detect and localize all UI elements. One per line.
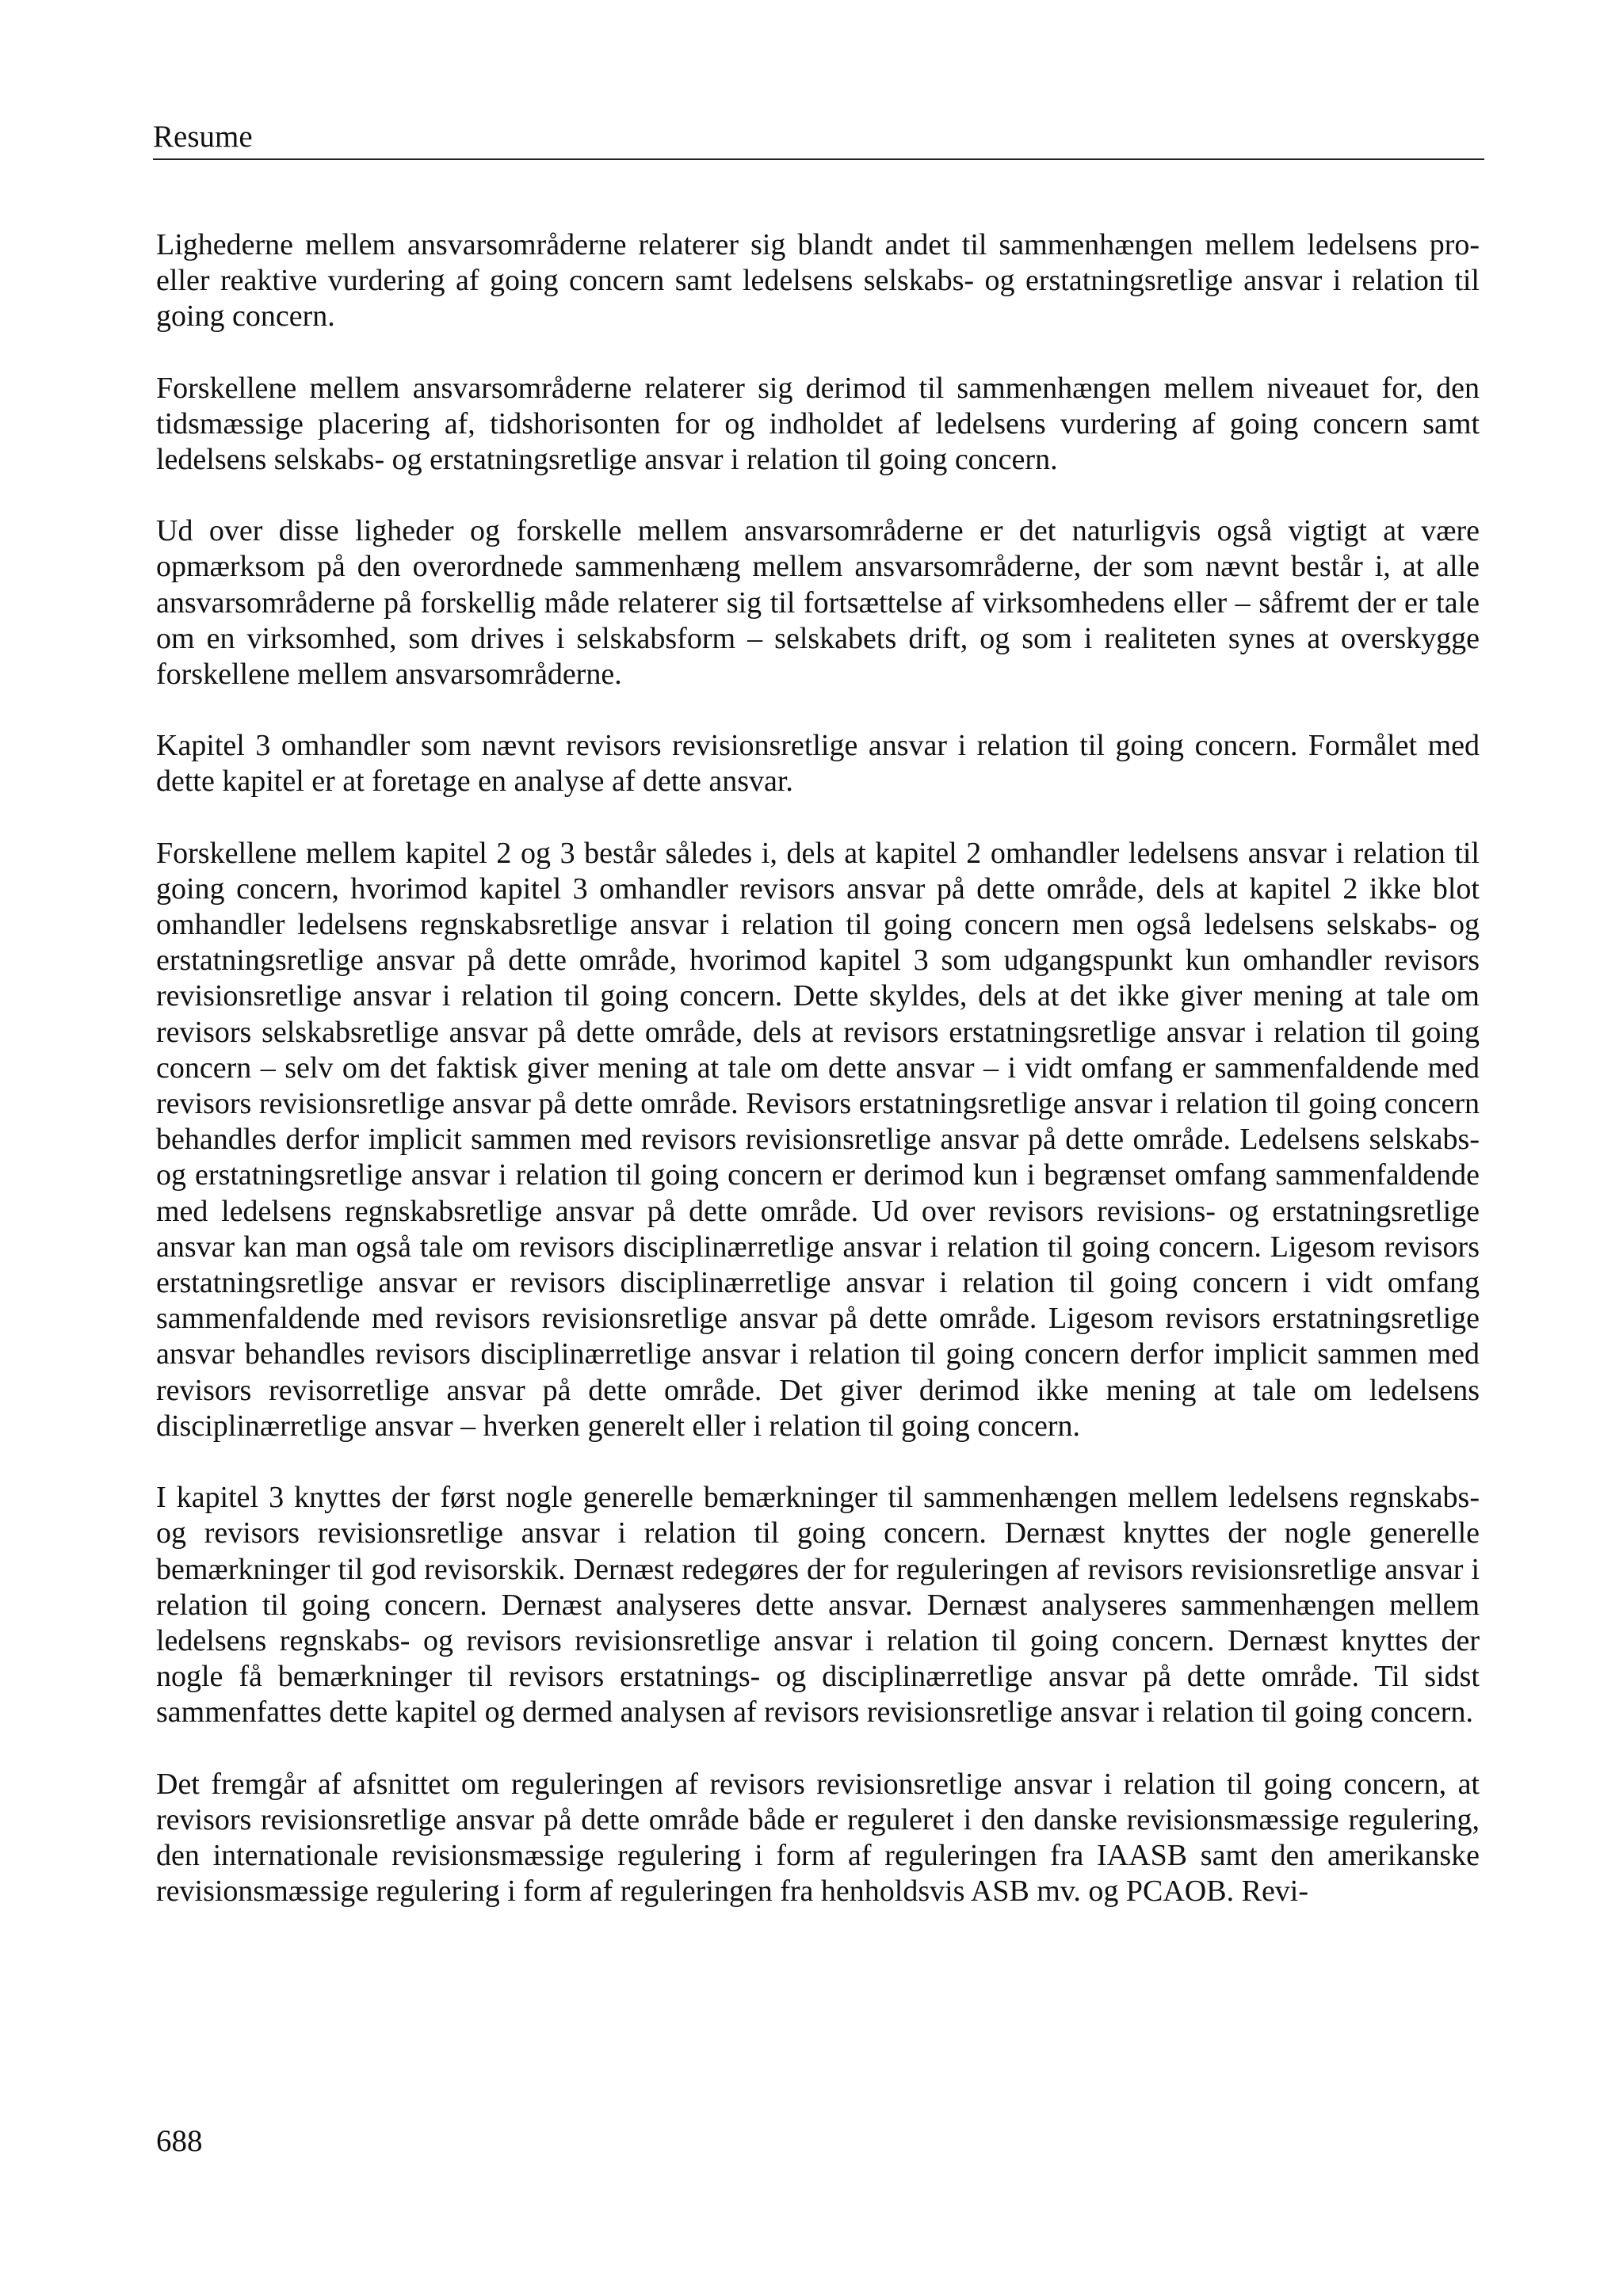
paragraph: I kapitel 3 knyttes der først nogle generelle bemærkninger til sammenhængen mellem ledelsens regnskabs- og revisors revisionsretlige ansvar i relation til going concern. Dernæst knyttes der nogle generelle bemærkninger til god revisorskik. Dernæst redegøres der for reguleringen af revisors revisionsretlige ansvar i relation til going concern. Dernæst analyseres dette ansvar. Dernæst analyseres sammenhængen mellem ledelsens regnskabs- og revisors revisionsretlige ansvar i relation til going concern. Dernæst knyttes der nogle få bemærkninger til revisors erstatnings- og disciplinærretlige ansvar på dette område. Til sidst sammenfattes dette kapitel og dermed analysen af revisors revisionsretlige ansvar i relation til going concern.: [156, 1481, 1480, 1730]
paragraph: Lighederne mellem ansvarsområderne relaterer sig blandt andet til sammenhængen mellem ledelsens pro- eller reaktive vurdering af going concern samt ledelsens selskabs- og erstatningsretlige ansvar i relation til going concern.: [156, 228, 1480, 334]
running-head: [153, 117, 1484, 160]
paragraph: Forskellene mellem ansvarsområderne relaterer sig derimod til sammenhængen mellem niveauet for, den tidsmæssige placering af, tidshorisonten for og indholdet af ledelsens vurdering af going concern samt ledelsens selskabs- og erstatningsretlige ansvar i relation til going concern.: [156, 371, 1480, 477]
paragraph: Forskellene mellem kapitel 2 og 3 består således i, dels at kapitel 2 omhandler ledelsens ansvar i relation til going concern, hvorimod kapitel 3 omhandler revisors ansvar på dette område, dels at kapitel 2 ikke blot omhandler ledelsens regnskabsretlige ansvar i relation til going concern men også ledelsens selskabs- og erstatningsretlige ansvar på dette område, hvorimod kapitel 3 som udgangspunkt kun omhandler revisors revisionsretlige ansvar i relation til going concern. Dette skyldes, dels at det ikke giver mening at tale om revisors selskabsretlige ansvar på dette område, dels at revisors erstatningsretlige ansvar i relation til going concern – selv om det faktisk giver mening at tale om dette ansvar – i vidt omfang er sammenfaldende med revisors revisionsretlige ansvar på dette område. Revisors erstatningsretlige ansvar i relation til going concern behandles derfor implicit sammen med revisors revisionsretlige ansvar på dette område. Ledelsens selskabs- og erstatningsretlige ansvar i relation til going concern er derimod kun i begrænset omfang sammenfaldende med ledelsens regnskabsretlige ansvar på dette område. Ud over revisors revisions- og erstatningsretlige ansvar kan man også tale om revisors disciplinærretlige ansvar i relation til going concern. Ligesom revisors erstatningsretlige ansvar er revisors disciplinærretlige ansvar i relation til going concern i vidt omfang sammenfaldende med revisors revisionsretlige ansvar på dette område. Ligesom revisors erstatningsretlige ansvar behandles revisors disciplinærretlige ansvar i relation til going concern derfor implicit sammen med revisors revisorretlige ansvar på dette område. Det giver derimod ikke mening at tale om ledelsens disciplinærretlige ansvar – hverken generelt eller i relation til going concern.: [156, 836, 1480, 1443]
page-number: 688: [156, 2124, 203, 2158]
paragraph: Det fremgår af afsnittet om reguleringen af revisors revisionsretlige ansvar i relation til going concern, at revisors revisionsretlige ansvar på dette område både er reguleret i den danske revisionsmæssige regulering, den internationale revisionsmæssige regulering i form af reguleringen fra IAASB samt den amerikanske revisionsmæssige regulering i form af reguleringen fra henholdsvis ASB mv. og PCAOB. Revi-: [156, 1767, 1480, 1909]
paragraph: Ud over disse ligheder og forskelle mellem ansvarsområderne er det naturligvis også vigtigt at være opmærksom på den overordnede sammenhæng mellem ansvarsområderne, der som nævnt består i, at alle ansvarsområderne på forskellig måde relaterer sig til fortsættelse af virksomhedens eller – såfremt der er tale om en virksomhed, som drives i selskabsform – selskabets drift, og som i realiteten synes at overskygge forskellene mellem ansvarsområderne.: [156, 514, 1480, 692]
running-head-title: Resume: [153, 120, 253, 154]
body-text: [156, 227, 1480, 1909]
paragraph: Kapitel 3 omhandler som nævnt revisors revisionsretlige ansvar i relation til going concern. Formålet med dette kapitel er at foretage en analyse af dette ansvar.: [156, 729, 1480, 799]
